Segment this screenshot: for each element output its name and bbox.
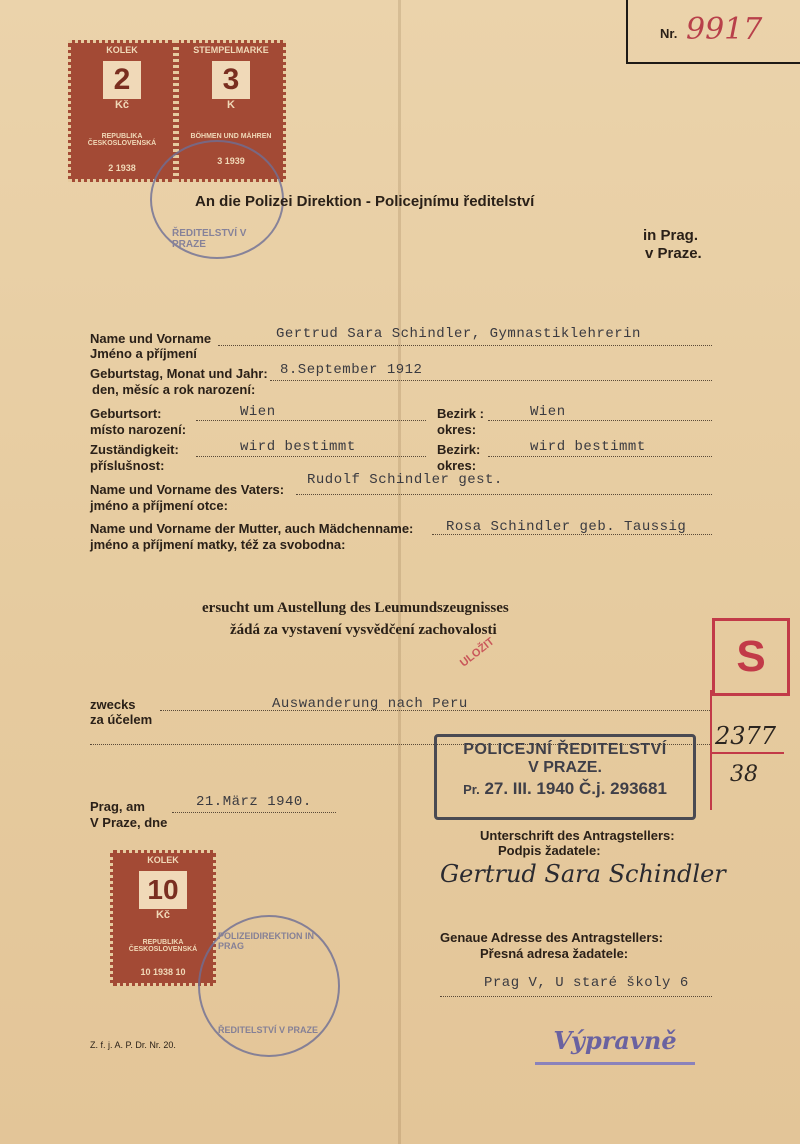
number-box [626,0,800,64]
receipt-date: 27. III. 1940 [484,779,575,798]
receipt-prefix: Pr. [463,782,480,797]
address-label-cs: Přesná adresa žadatele: [480,946,629,961]
seal-text-bottom: ŘEDITELSTVÍ V PRAZE [218,1025,319,1035]
police-receipt-stamp [434,734,696,820]
heading-city-cs: v Praze. [645,245,702,262]
name-label-cs: Jméno a příjmení [90,346,197,361]
birth-label-cs: den, měsíc a rok narození: [92,382,256,397]
request-de: ersucht um Austellung des Leumundszeugnisses [202,600,509,616]
stamp-currency: Kč [114,99,130,111]
address-value: Prag V, U staré školy 6 [484,975,689,991]
stamp-country: REPUBLIKA ČESKOSLOVENSKÁ [87,133,157,147]
jurisdiction-label-cs: příslušnost: [90,458,165,473]
birth-label-de: Geburtstag, Monat und Jahr: [90,366,268,381]
birth-dots [270,380,712,381]
stamp-top-text: KOLEK [106,45,138,55]
request-cs: žádá za vystavení vysvědčení zachovalosti [230,622,497,638]
stamp-value: 2 [103,61,141,99]
birthplace-value: Wien [240,404,276,420]
stamp-country: REPUBLIKA ČESKOSLOVENSKÁ [128,939,198,953]
father-dots [296,494,712,495]
footer-text: Z. f. j. A. P. Dr. Nr. 20. [90,1040,176,1050]
date-dots [172,812,336,813]
signature-label-cs: Podpis žadatele: [498,843,601,858]
father-value: Rudolf Schindler gest. [307,472,503,488]
name-label-de: Name und Vorname [90,331,212,346]
side-number-1: 2377 [715,722,777,750]
red-uloz-stamp: ULOŽIT [458,635,497,670]
fold-line [398,0,401,1144]
number-value: 9917 [686,12,763,47]
vypravne-stamp: Výpravně [535,1026,695,1065]
receipt-number-prefix: Č.j. [578,779,606,798]
mother-value: Rosa Schindler geb. Taussig [446,519,687,535]
jurisdiction-value: wird bestimmt [240,439,356,455]
purpose-value: Auswanderung nach Peru [272,696,468,712]
stamp-currency: K [227,99,235,111]
district2-dots [488,456,712,457]
district1-dots [488,420,712,421]
police-seal-bottom [198,915,340,1057]
signature-label-de: Unterschrift des Antragstellers: [480,828,675,843]
seal-text: ŘEDITELSTVÍ V PRAZE [172,228,247,250]
birthplace-label-cs: místo narození: [90,422,187,437]
purpose-label-de: zwecks [90,697,136,712]
father-label-de: Name und Vorname des Vaters: [90,482,285,497]
mother-label-cs: jméno a příjmení matky, též za svobodna: [90,537,346,552]
heading-line: An die Polizei Direktion - Policejnímu ředitelství [195,193,535,210]
place-label-de: Prag, am [90,799,145,814]
name-dots [218,345,712,346]
birth-value: 8.September 1912 [280,362,423,378]
receipt-number: 293681 [610,779,667,798]
date-value: 21.März 1940. [196,794,312,810]
stamp-top-text: STEMPELMARKE [193,45,269,55]
signature-value: Gertrud Sara Schindler [440,860,726,888]
number-label: Nr. [660,26,678,41]
stamp-top-text: KOLEK [147,855,179,865]
address-dots [440,996,712,997]
district2-value: wird bestimmt [530,439,646,455]
district1-value: Wien [530,404,566,420]
district2-label-cs: okres: [437,458,477,473]
mother-label-de: Name und Vorname der Mutter, auch Mädchenname: [90,521,414,536]
district2-label-de: Bezirk: [437,442,481,457]
name-value: Gertrud Sara Schindler, Gymnastiklehrerin [276,326,641,342]
stamp-value: 3 [212,61,250,99]
red-side-line [710,690,712,810]
stamp-footer: 2 1938 [108,163,136,173]
district1-label-cs: okres: [437,422,477,437]
jurisdiction-dots [196,456,426,457]
side-number-2: 38 [730,762,758,787]
side-divider [712,752,784,754]
heading-city-de: in Prag. [643,227,699,244]
birthplace-label-de: Geburtsort: [90,406,162,421]
seal-text-top: POLIZEIDIREKTION IN PRAG [218,931,315,951]
place-label-cs: V Praze, dne [90,815,168,830]
stamp-value: 10 [139,871,187,909]
revenue-stamp-2 [68,40,176,182]
stamp-footer: 3 1939 [217,156,245,166]
red-letter-box [712,618,790,696]
stamp-country: BÖHMEN UND MÄHREN [190,133,272,140]
receipt-line2: V PRAZE. [528,759,602,776]
red-letter: S [736,632,766,681]
birthplace-dots [196,420,426,421]
jurisdiction-label-de: Zuständigkeit: [90,442,179,457]
father-label-cs: jméno a příjmení otce: [90,498,228,513]
stamp-footer: 10 1938 10 [140,967,186,977]
purpose-label-cs: za účelem [90,712,153,727]
district1-label-de: Bezirk : [437,406,484,421]
receipt-line1: POLICEJNÍ ŘEDITELSTVÍ [463,741,667,758]
stamp-currency: Kč [155,909,171,921]
address-label-de: Genaue Adresse des Antragstellers: [440,930,664,945]
